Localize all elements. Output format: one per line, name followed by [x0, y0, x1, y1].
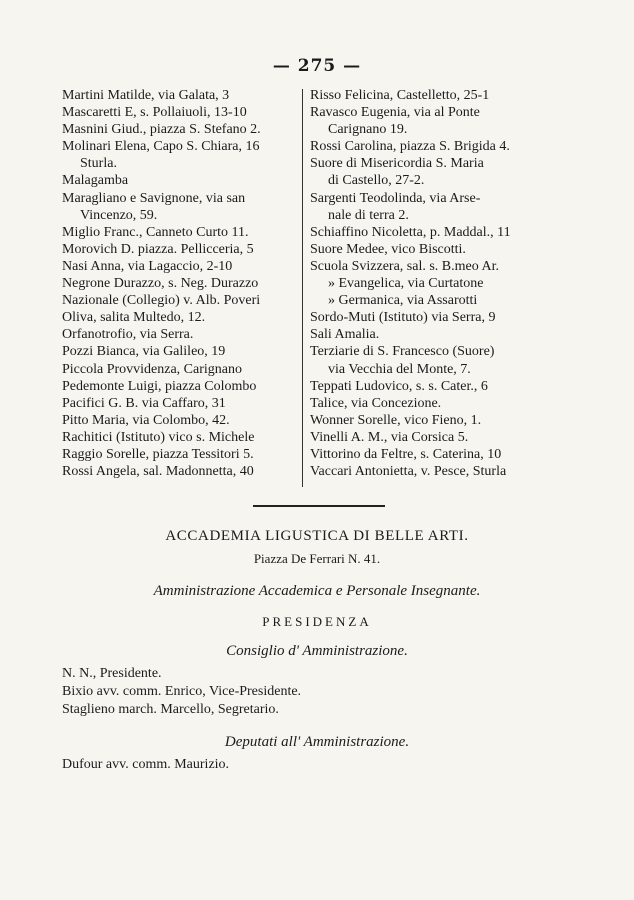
presidency-heading: PRESIDENZA	[262, 614, 372, 629]
list-item: Martini Matilde, via Galata, 3	[62, 88, 230, 103]
section-rule	[253, 505, 385, 507]
list-item: Terziarie di S. Francesco (Suore)	[310, 344, 495, 360]
list-item: Suore Medee, vico Biscotti.	[310, 241, 466, 257]
list-item: via Vecchia del Monte, 7.	[328, 361, 471, 377]
list-item: Nasi Anna, via Lagaccio, 2-10	[62, 258, 233, 274]
list-item: Piccola Provvidenza, Carignano	[62, 361, 243, 377]
list-item: » Germanica, via Assarotti	[328, 293, 478, 309]
list-item: nale di terra 2.	[328, 207, 409, 223]
list-item: Risso Felicina, Castelletto, 25-1	[310, 88, 490, 103]
list-item: Molinari Elena, Capo S. Chiara, 16	[62, 139, 260, 155]
list-item: Talice, via Concezione.	[310, 395, 442, 411]
list-item: Sordo-Muti (Istituto) via Serra, 9	[310, 310, 496, 326]
council-member: Bixio avv. comm. Enrico, Vice-Presidente.	[62, 684, 302, 699]
council-heading: Consiglio d' Amministrazione.	[226, 643, 408, 659]
list-item: Ravasco Eugenia, via al Ponte	[310, 105, 480, 121]
list-item: Vinelli A. M., via Corsica 5.	[310, 429, 469, 445]
list-item: Wonner Sorelle, vico Fieno, 1.	[310, 412, 482, 428]
list-item: Pitto Maria, via Colombo, 42.	[62, 412, 230, 428]
list-item: » Evangelica, via Curtatone	[328, 276, 484, 292]
list-item: Rachitici (Istituto) vico s. Michele	[62, 429, 255, 445]
list-item: Schiaffino Nicoletta, p. Maddal., 11	[310, 224, 511, 240]
deputy-member: Dufour avv. comm. Maurizio.	[62, 757, 230, 772]
list-item: Pozzi Bianca, via Galileo, 19	[62, 344, 226, 360]
list-item: Masnini Giud., piazza S. Stefano 2.	[62, 122, 261, 138]
list-item: Sali Amalia.	[310, 327, 380, 343]
list-item: Negrone Durazzo, s. Neg. Durazzo	[62, 276, 259, 292]
list-item: Miglio Franc., Canneto Curto 11.	[62, 224, 249, 240]
council-list	[62, 665, 542, 719]
list-item: Oliva, salita Multedo, 12.	[62, 310, 206, 326]
list-item: Nazionale (Collegio) v. Alb. Poveri	[62, 293, 261, 309]
page-number: — 275 —	[272, 56, 362, 76]
right-column	[310, 87, 546, 480]
list-item: Sturla.	[80, 156, 117, 172]
column-divider	[302, 89, 303, 487]
council-member: N. N., Presidente.	[62, 666, 162, 681]
list-item: Pedemonte Luigi, piazza Colombo	[62, 378, 257, 394]
list-item: Pacifici G. B. via Caffaro, 31	[62, 395, 226, 411]
list-item: Vaccari Antonietta, v. Pesce, Sturla	[310, 464, 507, 480]
list-item: Mascaretti E, s. Pollaiuoli, 13-10	[62, 105, 247, 121]
academy-address: Piazza De Ferrari N. 41.	[253, 551, 381, 566]
address-columns	[62, 87, 544, 495]
council-member: Staglieno march. Marcello, Segretario.	[62, 702, 279, 717]
list-item: Vittorino da Feltre, s. Caterina, 10	[310, 446, 502, 462]
list-item: Orfanotrofio, via Serra.	[62, 327, 194, 343]
list-item: Teppati Ludovico, s. s. Cater., 6	[310, 378, 488, 394]
list-item: Scuola Svizzera, sal. s. B.meo Ar.	[310, 258, 499, 274]
list-item: di Castello, 27-2.	[328, 173, 425, 189]
list-item: Maragliano e Savignone, via san	[62, 190, 246, 206]
administration-heading: Amministrazione Accademica e Personale Insegnante.	[153, 583, 481, 599]
list-item: Rossi Carolina, piazza S. Brigida 4.	[310, 139, 510, 155]
left-column	[62, 87, 298, 480]
list-item: Morovich D. piazza. Pellicceria, 5	[62, 241, 254, 257]
list-item: Suore di Misericordia S. Maria	[310, 156, 484, 172]
academy-title: ACCADEMIA LIGUSTICA DI BELLE ARTI.	[165, 528, 469, 544]
list-item: Raggio Sorelle, piazza Tessitori 5.	[62, 446, 254, 462]
list-item: Sargenti Teodolinda, via Arse-	[310, 190, 481, 206]
list-item: Malagamba	[62, 173, 129, 189]
deputies-list	[62, 756, 542, 774]
list-item: Carignano 19.	[328, 122, 408, 138]
list-item: Vincenzo, 59.	[80, 207, 158, 223]
list-item: Rossi Angela, sal. Madonnetta, 40	[62, 464, 254, 480]
deputies-heading: Deputati all' Amministrazione.	[224, 734, 410, 750]
